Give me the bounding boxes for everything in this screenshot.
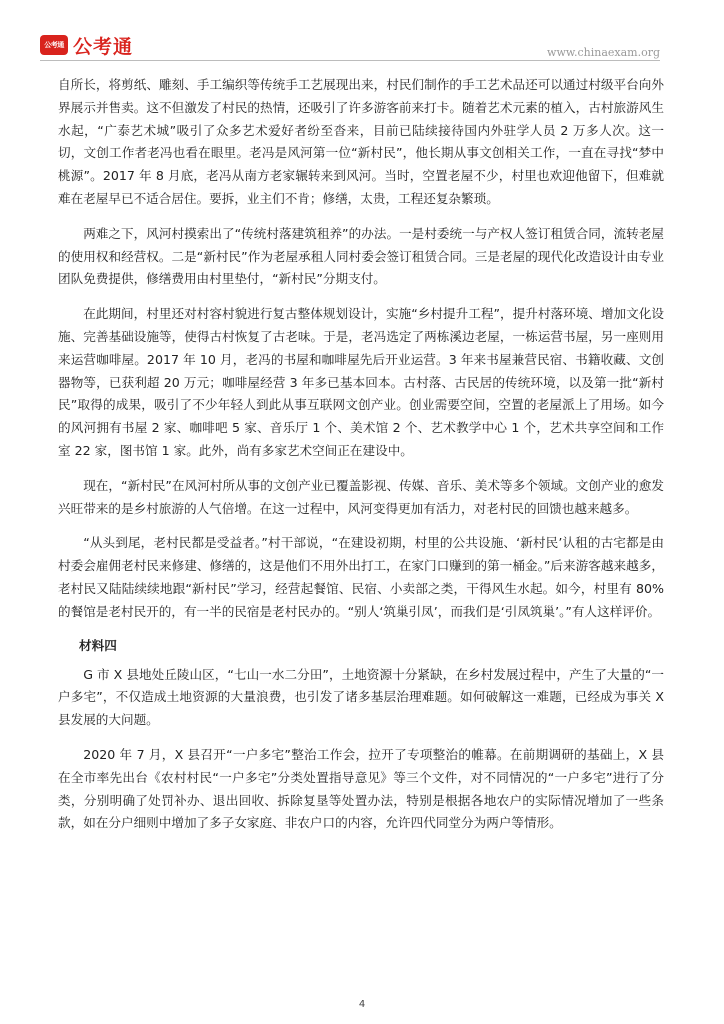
paragraph-2: 两难之下，风河村摸索出了“传统村落建筑租养”的办法。一是村委统一与产权人签订租赁合同，流转老屋的使用权和经营权。二是“新村民”作为老屋承租人同村委会签订租赁合同。三是老屋的现代化改造设计由专业团队免费提供，修缮费用由村里垫付，“新村民”分期支付。 (58, 225, 664, 287)
logo-text: 公考通 (73, 35, 134, 58)
header-divider (40, 60, 660, 61)
brand-logo[interactable] (40, 34, 133, 56)
paragraph-5: “从头到尾，老村民都是受益者。”村干部说，“在建设初期，村里的公共设施、‘新村民’认租的古宅都是由村委会雇佣老村民来修建、修缮的，这是他们不用外出打工，在家门口赚到的第一桶金。”后来游客越来越多，老村民又陆陆续续地跟“新村民”学习，经营起餐馆、民宿、小卖部之类，干得风生水起。如今，村里有 80% 的餐馆是老村民开的，有一半的民宿是老村民办的。“别人‘筑巢引凤’，而我们是‘引凤筑巢’。”有人这样评价。 (58, 535, 664, 619)
paragraph-1: 自所长，将剪纸、雕刻、手工编织等传统手工艺展现出来，村民们制作的手工艺术品还可以通过村级平台向外界展示并售卖。这不但激发了村民的热情，还吸引了许多游客前来打卡。随着艺术元素的植入，古村旅游风生水起，“广泰艺术城”吸引了众多艺术爱好者纷至沓来，目前已陆续接待国内外驻学人员 2 万多人次。这一切，文创工作者老冯也看在眼里。老冯是风河第一位“新村民”，他长期从事文创相关工作，一直在寻找“梦中桃源”。2017 年 8 月底，老冯从南方老家辗转来到风河。当时，空置老屋不少，村里也欢迎他留下，但难就难在老屋早已不适合居住。要拆，业主们不肯；修缮，太贵，工程还复杂繁琐。 (58, 77, 664, 206)
paragraph-3: 在此期间，村里还对村容村貌进行复古整体规划设计，实施“乡村提升工程”，提升村落环境、增加文化设施、完善基础设施等，使得古村恢复了古老味。于是，老冯选定了两栋溪边老屋，一栋运营书屋，另一座则用来运营咖啡屋。2017 年 10 月，老冯的书屋和咖啡屋先后开业运营。3 年来书屋兼营民宿、书籍收藏、文创器物等，已获利超 20 万元；咖啡屋经营 3 年多已基本回本。古村落、古民居的传统环境，以及第一批“新村民”取得的成果，吸引了不少年轻人到此从事互联网文创产业。创业需要空间，空置的老屋派上了用场。如今的风河拥有书屋 2 家、咖啡吧 5 家、音乐厅 1 个、美术馆 2 个、艺术教学中心 1 个，艺术共享空间和工作室 22 家，图书馆 1 家。此外，尚有多家艺术空间正在建设中。 (58, 306, 664, 458)
page-header (0, 0, 724, 62)
site-url[interactable]: www.chinaexam.org (547, 46, 660, 59)
logo-badge-icon: 公考通 (40, 35, 68, 55)
section-title-material-4: 材料四 (79, 637, 117, 653)
paragraph-7: 2020 年 7 月，X 县召开“一户多宅”整治工作会，拉开了专项整治的帷幕。在前期调研的基础上，X 县在全市率先出台《农村村民“一户多宅”分类处置指导意见》等三个文件，对不同情况的“一户多宅”进行了分类，分别明确了处罚补办、退出回收、拆除复垦等处置办法，特别是根据各地农户的实际情况增加了一些条款，如在分户细则中增加了多子女家庭、非农户口的内容，允许四代同堂分为两户等情形。 (58, 746, 664, 831)
page-number: 4 (358, 999, 366, 1010)
paragraph-6: G 市 X 县地处丘陵山区，“七山一水二分田”，土地资源十分紧缺，在乡村发展过程中，产生了大量的“一户多宅”，不仅造成土地资源的大量浪费，也引发了诸多基层治理难题。如何破解这一难题，已经成为事关 X 县发展的大问题。 (58, 666, 664, 728)
document-body (58, 74, 664, 847)
paragraph-4: 现在，“新村民”在风河村所从事的文创产业已覆盖影视、传媒、音乐、美术等多个领域。文创产业的愈发兴旺带来的是乡村旅游的人气倍增。在这一过程中，风河变得更加有活力，对老村民的回馈也越来越多。 (58, 477, 664, 516)
